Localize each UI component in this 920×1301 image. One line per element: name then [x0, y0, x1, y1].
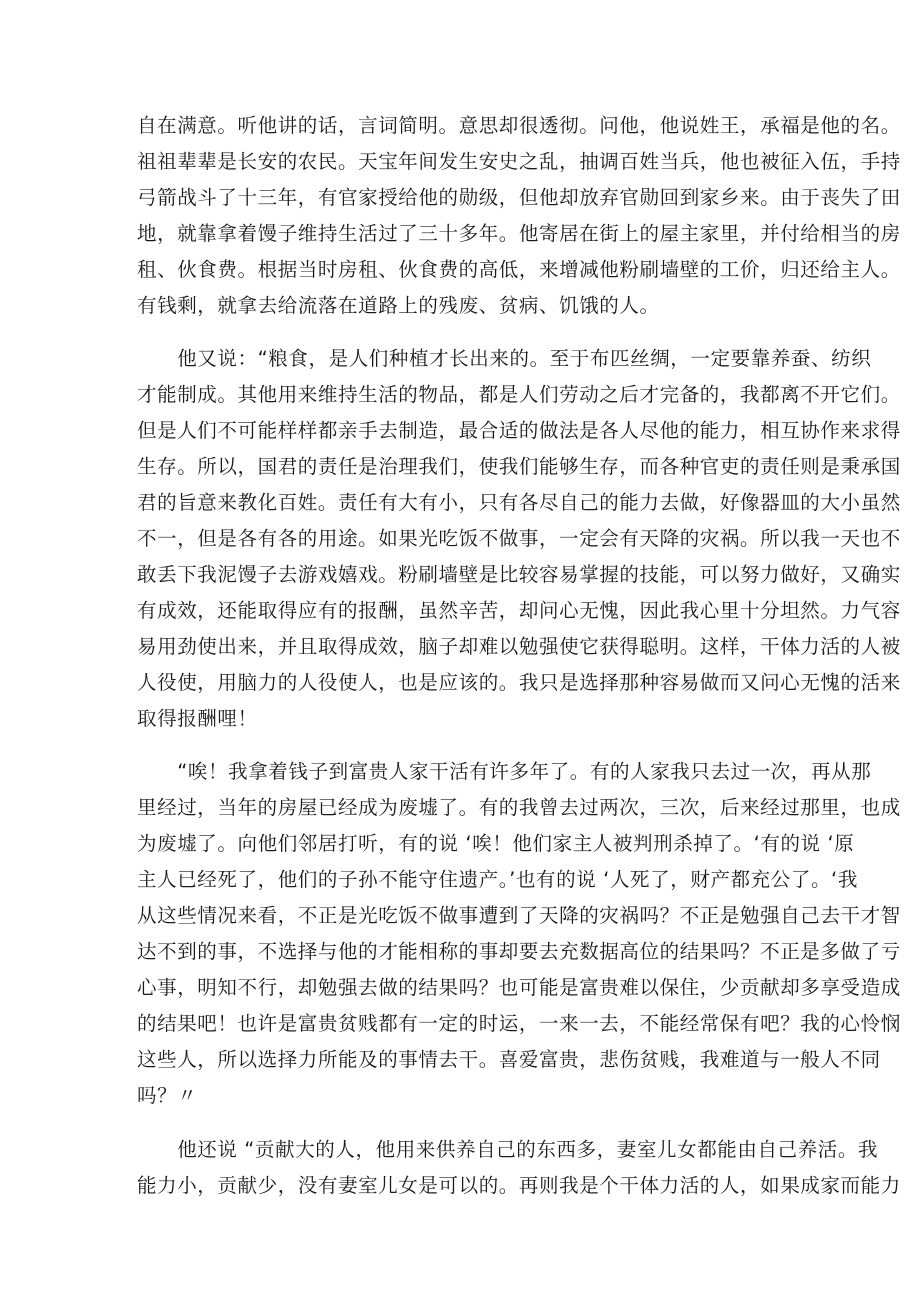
text-line: 易用劲使出来，并且取得成效，脑子却难以勉强使它获得聪明。这样，干体力活的人被	[137, 635, 901, 658]
text-line: 自在满意。听他讲的话，言词简明。意思却很透彻。问他，他说姓王，承福是他的名。	[137, 114, 901, 137]
text-line: 才能制成。其他用来维持生活的物品，都是人们劳动之后才完备的，我都离不开它们。	[137, 383, 901, 406]
document-body	[137, 108, 901, 1204]
text-line: 但是人们不可能样样都亲手去制造，最合适的做法是各人尽他的能力，相互协作来求得	[137, 419, 901, 442]
paragraph-1	[137, 108, 901, 324]
text-line: 君的旨意来教化百姓。责任有大有小，只有各尽自己的能力去做，好像器皿的大小虽然	[137, 491, 901, 514]
text-line: 不一，但是各有各的用途。如果光吃饭不做事，一定会有天降的灾祸。所以我一天也不	[137, 527, 901, 550]
text-line: 为废墟了。向他们邻居打听，有的说 ‘唉！他们家主人被判刑杀掉了。‘有的说 ‘原	[137, 832, 855, 855]
text-line: 的结果吧！也许是富贵贫贱都有一定的时运，一来一去，不能经常保有吧？我的心怜悯	[137, 1012, 901, 1035]
text-line: 有成效，还能取得应有的报酬，虽然辛苦，却问心无愧，因此我心里十分坦然。力气容	[137, 599, 901, 622]
text-line: 生存。所以，国君的责任是治理我们，使我们能够生存，而各种官吏的责任则是秉承国	[137, 455, 901, 478]
text-line: 能力小，贡献少，没有妻室儿女是可以的。再则我是个干体力活的人，如果成家而能力	[137, 1174, 901, 1197]
text-line: 吗？〃	[137, 1084, 198, 1107]
text-line: “唉！我拿着钱子到富贵人家干活有许多年了。有的人家我只去过一次，再从那	[137, 760, 872, 783]
text-line: 人役使，用脑力的人役使人，也是应该的。我只是选择那种容易做而又问心无愧的活来	[137, 671, 901, 694]
paragraph-3	[137, 754, 901, 1114]
text-line: 祖祖辈辈是长安的农民。天宝年间发生安史之乱，抽调百姓当兵，他也被征入伍，手持	[137, 150, 901, 173]
text-line: 他又说：“粮食，是人们种植才长出来的。至于布匹丝绸，一定要靠养蚕、纺织	[137, 347, 872, 370]
paragraph-4	[137, 1132, 901, 1204]
text-line: 主人已经死了，他们的子孙不能守住遗产。’也有的说 ‘人死了，财产都充公了。‘我	[137, 868, 858, 891]
text-line: 取得报酬哩！	[137, 707, 258, 730]
text-line: 有钱剩，就拿去给流落在道路上的残废、贫病、饥饿的人。	[137, 294, 660, 317]
text-line: 他还说 “贡献大的人，他用来供养自己的东西多，妻室儿女都能由自己养活。我	[137, 1138, 879, 1161]
paragraph-2	[137, 341, 901, 737]
text-line: 这些人，所以选择力所能及的事情去干。喜爱富贵，悲伤贫贱，我难道与一般人不同	[137, 1048, 881, 1071]
text-line: 从这些情况来看，不正是光吃饭不做事遭到了天降的灾祸吗？不正是勉强自己去干才智	[137, 904, 901, 927]
text-line: 地，就靠拿着馒子维持生活过了三十多年。他寄居在街上的屋主家里，并付给相当的房	[137, 222, 901, 245]
text-line: 心事，明知不行，却勉强去做的结果吗？也可能是富贵难以保住，少贡献却多享受造成	[137, 976, 901, 999]
text-line: 弓箭战斗了十三年，有官家授给他的勋级，但他却放弃官勋回到家乡来。由于丧失了田	[137, 186, 901, 209]
text-line: 敢丢下我泥馒子去游戏嬉戏。粉刷墙壁是比较容易掌握的技能，可以努力做好，又确实	[137, 563, 901, 586]
text-line: 达不到的事，不选择与他的才能相称的事却要去充数据高位的结果吗？不正是多做了亏	[137, 940, 901, 963]
text-line: 里经过，当年的房屋已经成为废墟了。有的我曾去过两次，三次，后来经过那里，也成	[137, 796, 901, 819]
text-line: 租、伙食费。根据当时房租、伙食费的高低，来增减他粉刷墙壁的工价，归还给主人。	[137, 258, 901, 281]
